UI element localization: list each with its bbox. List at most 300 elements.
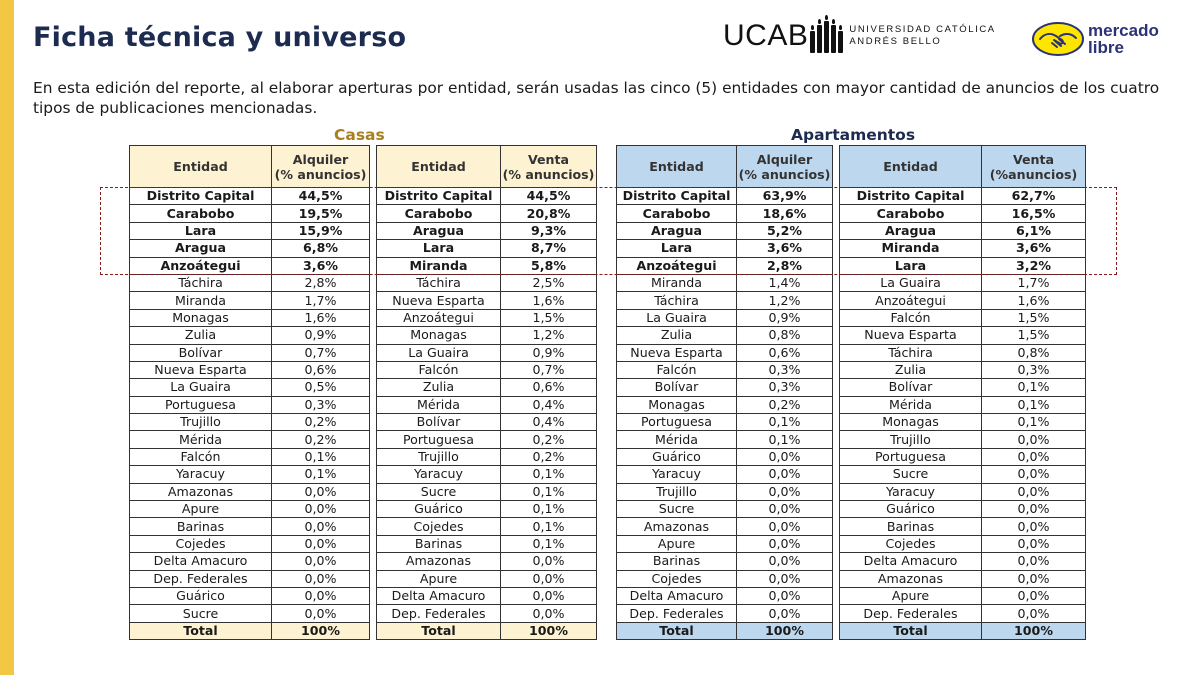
table-row: [840, 396, 1086, 413]
cell-percentage: 1,2%: [737, 292, 833, 309]
cell-percentage: 0,0%: [737, 535, 833, 552]
ucab-logo-text: [849, 24, 995, 48]
table-row: [840, 344, 1086, 361]
ml-logo-line1: mercado: [1088, 21, 1159, 40]
cell-entidad: Monagas: [840, 414, 982, 431]
header-percentage-line2: (% anuncios): [738, 166, 831, 182]
cell-percentage: 9,3%: [501, 222, 597, 239]
cell-percentage: 18,6%: [737, 205, 833, 222]
cell-entidad: Sucre: [840, 466, 982, 483]
cell-entidad: Portuguesa: [377, 431, 501, 448]
cell-percentage: 0,0%: [982, 570, 1086, 587]
table-row: [617, 448, 833, 465]
cell-entidad: Trujillo: [617, 483, 737, 500]
cell-entidad: Yaracuy: [377, 466, 501, 483]
cell-entidad: Cojedes: [377, 518, 501, 535]
table-row: [840, 518, 1086, 535]
table-casas-alquiler: [129, 145, 370, 640]
table-row: [840, 501, 1086, 518]
cell-percentage: 44,5%: [272, 188, 370, 205]
cell-percentage: 0,0%: [737, 570, 833, 587]
table-row: [377, 361, 597, 378]
table-row: [840, 327, 1086, 344]
cell-entidad: Cojedes: [840, 535, 982, 552]
cell-entidad: Aragua: [617, 222, 737, 239]
cell-entidad: Falcón: [130, 448, 272, 465]
table-row: [130, 188, 370, 205]
table-row: [840, 188, 1086, 205]
cell-entidad: Distrito Capital: [840, 188, 982, 205]
ucab-logo-line2: ANDRÉS BELLO: [849, 36, 942, 47]
cell-percentage: 0,8%: [982, 344, 1086, 361]
ucab-logo-line1: UNIVERSIDAD CATÓLICA: [849, 24, 996, 35]
cell-percentage: 5,8%: [501, 257, 597, 274]
table-row: [130, 309, 370, 326]
cell-percentage: 0,0%: [272, 570, 370, 587]
table-row: [617, 379, 833, 396]
table-row: [130, 379, 370, 396]
cell-percentage: 6,8%: [272, 240, 370, 257]
cell-entidad: Anzoátegui: [617, 257, 737, 274]
header-percentage-line1: Venta: [1012, 151, 1055, 167]
header-entidad: Entidad: [130, 146, 272, 188]
cell-percentage: 1,7%: [272, 292, 370, 309]
table-total-row: [840, 622, 1086, 639]
header-entidad: Entidad: [840, 146, 982, 188]
cell-entidad: Guárico: [377, 501, 501, 518]
cell-entidad: Amazonas: [377, 553, 501, 570]
ucab-logo-word: UCAB: [723, 19, 809, 52]
cell-entidad: Falcón: [840, 309, 982, 326]
cell-entidad: Dep. Federales: [840, 605, 982, 622]
table-row: [377, 414, 597, 431]
table-row: [840, 309, 1086, 326]
table-row: [617, 570, 833, 587]
table-row: [617, 361, 833, 378]
table-row: [377, 309, 597, 326]
table-row: [377, 344, 597, 361]
cell-entidad: Táchira: [130, 274, 272, 291]
cell-percentage: 19,5%: [272, 205, 370, 222]
table-row: [130, 292, 370, 309]
table-row: [840, 292, 1086, 309]
table-row: [377, 292, 597, 309]
cell-entidad: Lara: [840, 257, 982, 274]
table-row: [617, 396, 833, 413]
cell-entidad: Delta Amacuro: [840, 553, 982, 570]
cell-entidad: Dep. Federales: [617, 605, 737, 622]
cell-entidad: Apure: [130, 501, 272, 518]
cell-percentage: 0,6%: [737, 344, 833, 361]
cell-percentage: 0,5%: [272, 379, 370, 396]
cell-percentage: 0,3%: [272, 396, 370, 413]
cell-entidad: Nueva Esparta: [617, 344, 737, 361]
header-entidad: Entidad: [617, 146, 737, 188]
table-row: [617, 344, 833, 361]
cell-percentage: 0,0%: [272, 535, 370, 552]
cell-total-value: 100%: [982, 622, 1086, 639]
cell-percentage: 0,7%: [272, 344, 370, 361]
cell-entidad: Dep. Federales: [130, 570, 272, 587]
cell-percentage: 1,7%: [982, 274, 1086, 291]
table-row: [377, 605, 597, 622]
table-row: [617, 188, 833, 205]
table-row: [130, 396, 370, 413]
cell-percentage: 1,4%: [737, 274, 833, 291]
table-row: [840, 222, 1086, 239]
table-row: [617, 205, 833, 222]
table-row: [130, 431, 370, 448]
cell-entidad: Sucre: [617, 501, 737, 518]
cell-entidad: Distrito Capital: [617, 188, 737, 205]
table-row: [617, 274, 833, 291]
cell-entidad: Mérida: [377, 396, 501, 413]
table-row: [840, 257, 1086, 274]
cell-entidad: Bolívar: [617, 379, 737, 396]
cell-entidad: Monagas: [130, 309, 272, 326]
cell-percentage: 20,8%: [501, 205, 597, 222]
cell-percentage: 0,0%: [737, 553, 833, 570]
cell-percentage: 2,8%: [272, 274, 370, 291]
cell-percentage: 0,1%: [982, 379, 1086, 396]
header-entidad: Entidad: [377, 146, 501, 188]
table-row: [377, 274, 597, 291]
cell-percentage: 0,0%: [982, 535, 1086, 552]
cell-entidad: Mérida: [617, 431, 737, 448]
table-row: [840, 240, 1086, 257]
cell-percentage: 0,0%: [272, 483, 370, 500]
table-row: [130, 466, 370, 483]
cell-percentage: 0,2%: [501, 448, 597, 465]
cell-percentage: 6,1%: [982, 222, 1086, 239]
table-casas-venta: [376, 145, 597, 640]
cell-entidad: Guárico: [840, 501, 982, 518]
cell-percentage: 0,0%: [272, 553, 370, 570]
page-title: Ficha técnica y universo: [33, 22, 407, 53]
header-percentage: [737, 146, 833, 188]
table-row: [617, 483, 833, 500]
header-percentage-line2: (% anuncios): [502, 166, 595, 182]
table-row: [130, 587, 370, 604]
cell-percentage: 0,0%: [501, 587, 597, 604]
cell-entidad: Táchira: [377, 274, 501, 291]
cell-entidad: Delta Amacuro: [617, 587, 737, 604]
cell-entidad: Zulia: [377, 379, 501, 396]
table-row: [130, 327, 370, 344]
table-row: [840, 379, 1086, 396]
cell-percentage: 0,1%: [737, 431, 833, 448]
cell-entidad: Mérida: [130, 431, 272, 448]
cell-entidad: Guárico: [130, 587, 272, 604]
cell-percentage: 0,1%: [501, 501, 597, 518]
cell-percentage: 0,2%: [737, 396, 833, 413]
header-percentage-line1: Alquiler: [292, 151, 349, 167]
table-row: [617, 309, 833, 326]
table-row: [840, 274, 1086, 291]
table-row: [130, 205, 370, 222]
cell-entidad: Miranda: [377, 257, 501, 274]
cell-entidad: Miranda: [840, 240, 982, 257]
cell-total-value: 100%: [501, 622, 597, 639]
table-apartamentos-venta: [839, 145, 1086, 640]
cell-entidad: Yaracuy: [840, 483, 982, 500]
table-row: [377, 587, 597, 604]
cell-percentage: 0,0%: [272, 501, 370, 518]
table-row: [130, 535, 370, 552]
cell-percentage: 0,6%: [501, 379, 597, 396]
cell-percentage: 0,0%: [737, 605, 833, 622]
cell-entidad: Delta Amacuro: [377, 587, 501, 604]
table-row: [377, 448, 597, 465]
table-row: [840, 448, 1086, 465]
intro-paragraph: En esta edición del reporte, al elaborar aperturas por entidad, serán usadas las cinco (5) entidades con mayor cantidad de anuncios de los cuatro tipos de publicaciones mencionadas.: [33, 79, 1160, 117]
header-percentage: [982, 146, 1086, 188]
table-row: [840, 361, 1086, 378]
table-header-row: [617, 146, 833, 188]
cell-entidad: Monagas: [377, 327, 501, 344]
cell-entidad: Zulia: [130, 327, 272, 344]
table-row: [377, 327, 597, 344]
cell-entidad: Sucre: [377, 483, 501, 500]
header-percentage-line1: Venta: [527, 151, 570, 167]
group-title-apartamentos: Apartamentos: [791, 126, 916, 144]
cell-percentage: 0,0%: [982, 483, 1086, 500]
table-row: [617, 587, 833, 604]
cell-percentage: 0,0%: [982, 605, 1086, 622]
cell-percentage: 0,2%: [272, 414, 370, 431]
table-row: [617, 553, 833, 570]
table-row: [130, 240, 370, 257]
cell-percentage: 0,0%: [737, 501, 833, 518]
table-row: [840, 466, 1086, 483]
cell-entidad: Portuguesa: [130, 396, 272, 413]
cell-entidad: Anzoátegui: [130, 257, 272, 274]
cell-entidad: Zulia: [840, 361, 982, 378]
cell-percentage: 0,0%: [982, 448, 1086, 465]
table-row: [377, 222, 597, 239]
cell-entidad: Bolívar: [130, 344, 272, 361]
mercadolibre-logo-text: [1088, 22, 1159, 56]
table-row: [840, 414, 1086, 431]
cell-entidad: Distrito Capital: [377, 188, 501, 205]
cell-percentage: 0,0%: [737, 448, 833, 465]
cell-entidad: Cojedes: [617, 570, 737, 587]
cell-percentage: 0,0%: [737, 466, 833, 483]
table-row: [617, 518, 833, 535]
table-row: [377, 483, 597, 500]
table-row: [377, 240, 597, 257]
table-header-row: [377, 146, 597, 188]
cell-entidad: Carabobo: [840, 205, 982, 222]
cell-entidad: Táchira: [840, 344, 982, 361]
cell-percentage: 0,3%: [737, 361, 833, 378]
cell-entidad: Táchira: [617, 292, 737, 309]
cell-percentage: 0,0%: [982, 501, 1086, 518]
cell-percentage: 5,2%: [737, 222, 833, 239]
cell-percentage: 15,9%: [272, 222, 370, 239]
cell-entidad: Yaracuy: [617, 466, 737, 483]
table-total-row: [130, 622, 370, 639]
cell-percentage: 0,1%: [272, 448, 370, 465]
cell-entidad: Falcón: [377, 361, 501, 378]
cell-percentage: 0,9%: [737, 309, 833, 326]
cell-total-value: 100%: [272, 622, 370, 639]
table-row: [130, 361, 370, 378]
cell-percentage: 0,0%: [272, 518, 370, 535]
ucab-logo: [723, 16, 996, 56]
candles-icon: [810, 19, 843, 53]
table-row: [377, 188, 597, 205]
cell-percentage: 0,1%: [737, 414, 833, 431]
cell-percentage: 0,3%: [982, 361, 1086, 378]
cell-percentage: 1,5%: [982, 309, 1086, 326]
cell-percentage: 0,4%: [501, 414, 597, 431]
cell-entidad: Trujillo: [130, 414, 272, 431]
cell-entidad: Dep. Federales: [377, 605, 501, 622]
table-row: [617, 292, 833, 309]
cell-entidad: Zulia: [617, 327, 737, 344]
table-row: [130, 518, 370, 535]
table-row: [617, 605, 833, 622]
cell-entidad: Carabobo: [377, 205, 501, 222]
cell-percentage: 8,7%: [501, 240, 597, 257]
cell-entidad: Nueva Esparta: [130, 361, 272, 378]
cell-entidad: Apure: [840, 587, 982, 604]
table-row: [617, 414, 833, 431]
table-row: [617, 327, 833, 344]
cell-percentage: 0,0%: [272, 587, 370, 604]
cell-percentage: 0,0%: [982, 466, 1086, 483]
cell-entidad: Portuguesa: [840, 448, 982, 465]
cell-entidad: La Guaira: [377, 344, 501, 361]
cell-entidad: Lara: [130, 222, 272, 239]
cell-entidad: La Guaira: [617, 309, 737, 326]
table-row: [130, 501, 370, 518]
table-row: [377, 570, 597, 587]
cell-entidad: Apure: [377, 570, 501, 587]
cell-percentage: 0,8%: [737, 327, 833, 344]
cell-entidad: Sucre: [130, 605, 272, 622]
cell-percentage: 0,4%: [501, 396, 597, 413]
cell-entidad: Mérida: [840, 396, 982, 413]
table-row: [130, 274, 370, 291]
table-header-row: [840, 146, 1086, 188]
cell-entidad: Trujillo: [377, 448, 501, 465]
cell-percentage: 3,6%: [272, 257, 370, 274]
cell-entidad: La Guaira: [130, 379, 272, 396]
table-row: [840, 587, 1086, 604]
cell-entidad: Trujillo: [840, 431, 982, 448]
cell-percentage: 0,0%: [501, 605, 597, 622]
table-total-row: [377, 622, 597, 639]
cell-percentage: 1,6%: [272, 309, 370, 326]
accent-bar: [0, 0, 14, 675]
cell-entidad: Barinas: [840, 518, 982, 535]
table-row: [840, 431, 1086, 448]
cell-total-value: 100%: [737, 622, 833, 639]
header-percentage: [272, 146, 370, 188]
table-row: [130, 257, 370, 274]
table-row: [840, 483, 1086, 500]
cell-entidad: La Guaira: [840, 274, 982, 291]
cell-percentage: 0,0%: [737, 518, 833, 535]
cell-entidad: Amazonas: [130, 483, 272, 500]
cell-percentage: 0,1%: [501, 483, 597, 500]
cell-percentage: 62,7%: [982, 188, 1086, 205]
cell-percentage: 0,9%: [501, 344, 597, 361]
table-row: [377, 518, 597, 535]
cell-entidad: Miranda: [130, 292, 272, 309]
table-total-row: [617, 622, 833, 639]
cell-entidad: Falcón: [617, 361, 737, 378]
handshake-icon: [1032, 22, 1084, 56]
table-row: [840, 205, 1086, 222]
cell-percentage: 0,7%: [501, 361, 597, 378]
table-row: [130, 483, 370, 500]
cell-total-label: Total: [130, 622, 272, 639]
table-row: [617, 257, 833, 274]
cell-percentage: 0,0%: [501, 570, 597, 587]
table-row: [377, 379, 597, 396]
cell-entidad: Nueva Esparta: [377, 292, 501, 309]
table-row: [377, 553, 597, 570]
cell-percentage: 0,0%: [737, 587, 833, 604]
cell-entidad: Lara: [377, 240, 501, 257]
table-row: [377, 257, 597, 274]
cell-percentage: 0,0%: [737, 483, 833, 500]
cell-entidad: Lara: [617, 240, 737, 257]
cell-percentage: 0,0%: [501, 553, 597, 570]
cell-percentage: 0,1%: [501, 466, 597, 483]
cell-entidad: Aragua: [377, 222, 501, 239]
table-row: [377, 205, 597, 222]
cell-entidad: Aragua: [840, 222, 982, 239]
cell-entidad: Distrito Capital: [130, 188, 272, 205]
table-row: [377, 431, 597, 448]
cell-entidad: Yaracuy: [130, 466, 272, 483]
ml-logo-line2: libre: [1088, 38, 1124, 57]
cell-percentage: 0,0%: [982, 431, 1086, 448]
cell-total-label: Total: [617, 622, 737, 639]
header-percentage-line2: (% anuncios): [274, 166, 367, 182]
cell-percentage: 0,1%: [982, 396, 1086, 413]
cell-percentage: 1,6%: [501, 292, 597, 309]
table-row: [840, 605, 1086, 622]
table-row: [617, 431, 833, 448]
cell-percentage: 0,2%: [272, 431, 370, 448]
cell-entidad: Carabobo: [617, 205, 737, 222]
cell-percentage: 0,1%: [982, 414, 1086, 431]
cell-entidad: Barinas: [377, 535, 501, 552]
cell-percentage: 3,6%: [982, 240, 1086, 257]
table-row: [130, 448, 370, 465]
cell-entidad: Nueva Esparta: [840, 327, 982, 344]
cell-percentage: 44,5%: [501, 188, 597, 205]
table-row: [377, 396, 597, 413]
table-header-row: [130, 146, 370, 188]
cell-entidad: Amazonas: [840, 570, 982, 587]
cell-entidad: Aragua: [130, 240, 272, 257]
cell-percentage: 2,5%: [501, 274, 597, 291]
cell-entidad: Monagas: [617, 396, 737, 413]
cell-percentage: 63,9%: [737, 188, 833, 205]
cell-total-label: Total: [840, 622, 982, 639]
table-row: [130, 414, 370, 431]
table-row: [617, 222, 833, 239]
cell-entidad: Anzoátegui: [377, 309, 501, 326]
table-row: [617, 501, 833, 518]
cell-entidad: Carabobo: [130, 205, 272, 222]
